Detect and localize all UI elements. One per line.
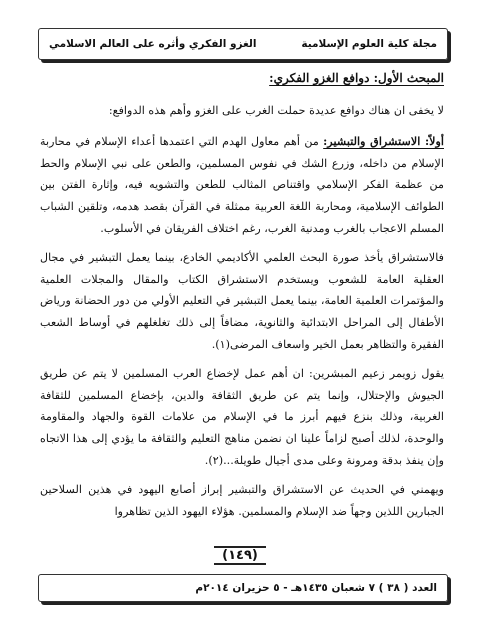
paragraph-lead: أولاً: الاستشراق والتبشير: <box>323 134 444 149</box>
page-number <box>0 548 480 563</box>
page-body <box>40 68 444 530</box>
paragraph-4 <box>40 479 444 522</box>
article-title: الغزو الفكري وأثره على العالم الاسلامي <box>49 38 257 50</box>
paragraph-text: يقول زويمر زعيم المبشرين: ان أهم عمل لإخضاع العرب المسلمين لا يتم عن طريق الجيوش والإحتلال، وإنما يتم عن طريق الثقافة والدين، بإخضاع المسلمين للثقافة الغربية، وذلك بنزع فيهم أبرز ما في الإسلام من علامات القوة والجهاد والمقاومة والوحدة، لذلك أصبح لزاماً علينا ان نضمن مناهج التعليم والثقافة ما يؤدي إلى هذا الاتجاه وإن ينفذ بدقة ومرونة وعلى مدى أجيال طويلة...(٢). <box>40 367 444 467</box>
page-number-text: (١٤٩) <box>214 546 266 565</box>
journal-name: مجلة كلية العلوم الإسلامية <box>301 38 437 50</box>
intro-paragraph: لا يخفى ان هناك دوافع عديدة حملت الغرب على الغزو وأهم هذه الدوافع: <box>108 103 444 117</box>
paragraph-text: ويهمني في الحديث عن الاستشراق والتبشير إبراز أصابع اليهود في هذين السلاحين الجبارين اللذين وجهاً ضد الإسلام والمسلمين. هؤلاء اليهود الذين تظاهروا <box>40 483 444 518</box>
paragraph-text: فالاستشراق يأخذ صورة البحث العلمي الأكاديمي الخادع، بينما يعمل التبشير في مجال العقلية العامة للشعوب ويستخدم الاستشراق الكتاب والمقال والمجلات العلمية والمؤتمرات العلمية العامة، بينما يعمل التبشير في التعليم الأولي من دور الحضانة ورياض الأطفال إلى المراحل الابتدائية والثانوية، مضافاً إلى ذلك تغلغلهم في أوساط الشعب الفقيرة والتظاهر بعمل الخير واسعاف المرضى(١). <box>40 251 444 351</box>
section-title: المبحث الأول: دوافع الغزو الفكري: <box>269 71 444 85</box>
paragraph-text: من أهم معاول الهدم التي اعتمدها أعداء الإسلام في محاربة الإسلام من داخله، وزرع الشك في نفوس المسلمين، والطعن على نبي الإسلام والحط من عظمة الفكر الإسلامي واقتناص المثالب للطعن والتشويه فيه، وإثارة الفتن بين الطوائف الإسلامية، ومحاربة اللغة العربية ممثلة في القرآن بقصد هدمه، وتلقين الشباب المسلم الاعجاب بالغرب ومدنية الغرب، رغم اختلاف الفريقان في الأسلوب. <box>40 135 444 235</box>
paragraph-3 <box>40 363 444 471</box>
issue-info: العدد ( ٣٨ ) ٧ شعبان ١٤٣٥هـ - ٥ حزيران ٢٠١٤م <box>195 582 437 594</box>
running-header <box>38 28 448 60</box>
paragraph-1 <box>40 131 444 239</box>
running-footer <box>38 574 448 602</box>
paragraph-2 <box>40 247 444 355</box>
